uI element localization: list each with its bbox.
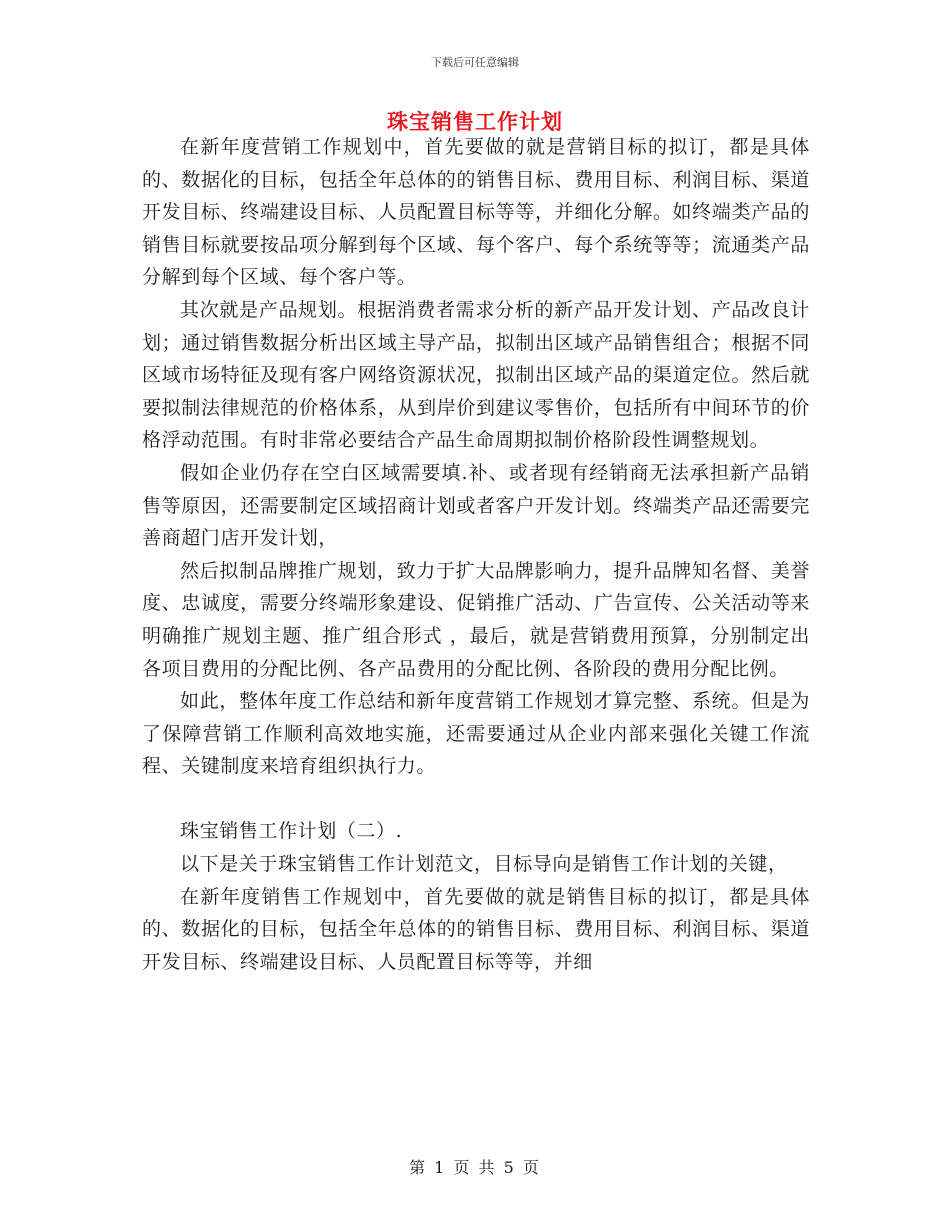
paragraph-sales-targets: 在新年度营销工作规划中，首先要做的就是营销目标的拟订，都是具体的、数据化的目标，包括全年总体的的销售目标、费用目标、利润目标、渠道开发目标、终端建设目标、人员配置目标等等，并细化分解。如终端类产品的销售目标就要按品项分解到每个区域、每个客户、每个系统等等；流通类产品分解到每个区域、每个客户等。	[142, 136, 810, 289]
page-indicator: 第 1 页 共 5 页	[409, 1158, 541, 1177]
blank-line	[142, 783, 810, 816]
paragraph-section-2-intro: 以下是关于珠宝销售工作计划范文，目标导向是销售工作计划的关键，	[180, 853, 788, 876]
document-body	[142, 131, 810, 978]
section-2-heading: 珠宝销售工作计划（二）.	[180, 820, 403, 843]
paragraph-brand-promotion: 然后拟制品牌推广规划，致力于扩大品牌影响力，提升品牌知名督、美誉度、忠诚度，需要分终端形象建设、促销推广活动、广告宣传、公关活动等来明确推广规划主题、推广组合形式 ，最后，就是营销费用预算，分别制定出各项目费用的分配比例、各产品费用的分配比例、各阶段的费用分配比例。	[142, 559, 810, 680]
paragraph-product-planning: 其次就是产品规划。根据消费者需求分析的新产品开发计划、产品改良计划；通过销售数据分析出区域主导产品，拟制出区域产品销售组合；根据不同区域市场特征及现有客户网络资源状况，拟制出区域产品的渠道定位。然后就要拟制法律规范的价格体系，从到岸价到建议零售价，包括所有中间环节的价格浮动范围。有时非常必要结合产品生命周期拟制价格阶段性调整规划。	[142, 298, 810, 452]
paragraph-section-2-targets: 在新年度销售工作规划中，首先要做的就是销售目标的拟订，都是具体的、数据化的目标，包括全年总体的的销售目标、费用目标、利润目标、渠道开发目标、终端建设目标、人员配置目标等等，并细	[142, 885, 810, 973]
paragraph-conclusion: 如此，整体年度工作总结和新年度营销工作规划才算完整、系统。但是为了保障营销工作顺利高效地实施，还需要通过从企业内部来强化关键工作流程、关键制度来培育组织执行力。	[142, 690, 810, 778]
header-note: 下载后可任意编辑	[431, 56, 519, 69]
document-title: 珠宝销售工作计划	[387, 109, 563, 134]
paragraph-channel-development: 假如企业仍存在空白区域需要填.补、或者现有经销商无法承担新产品销售等原因，还需要制定区域招商计划或者客户开发计划。终端类产品还需要完善商超门店开发计划，	[142, 461, 810, 550]
